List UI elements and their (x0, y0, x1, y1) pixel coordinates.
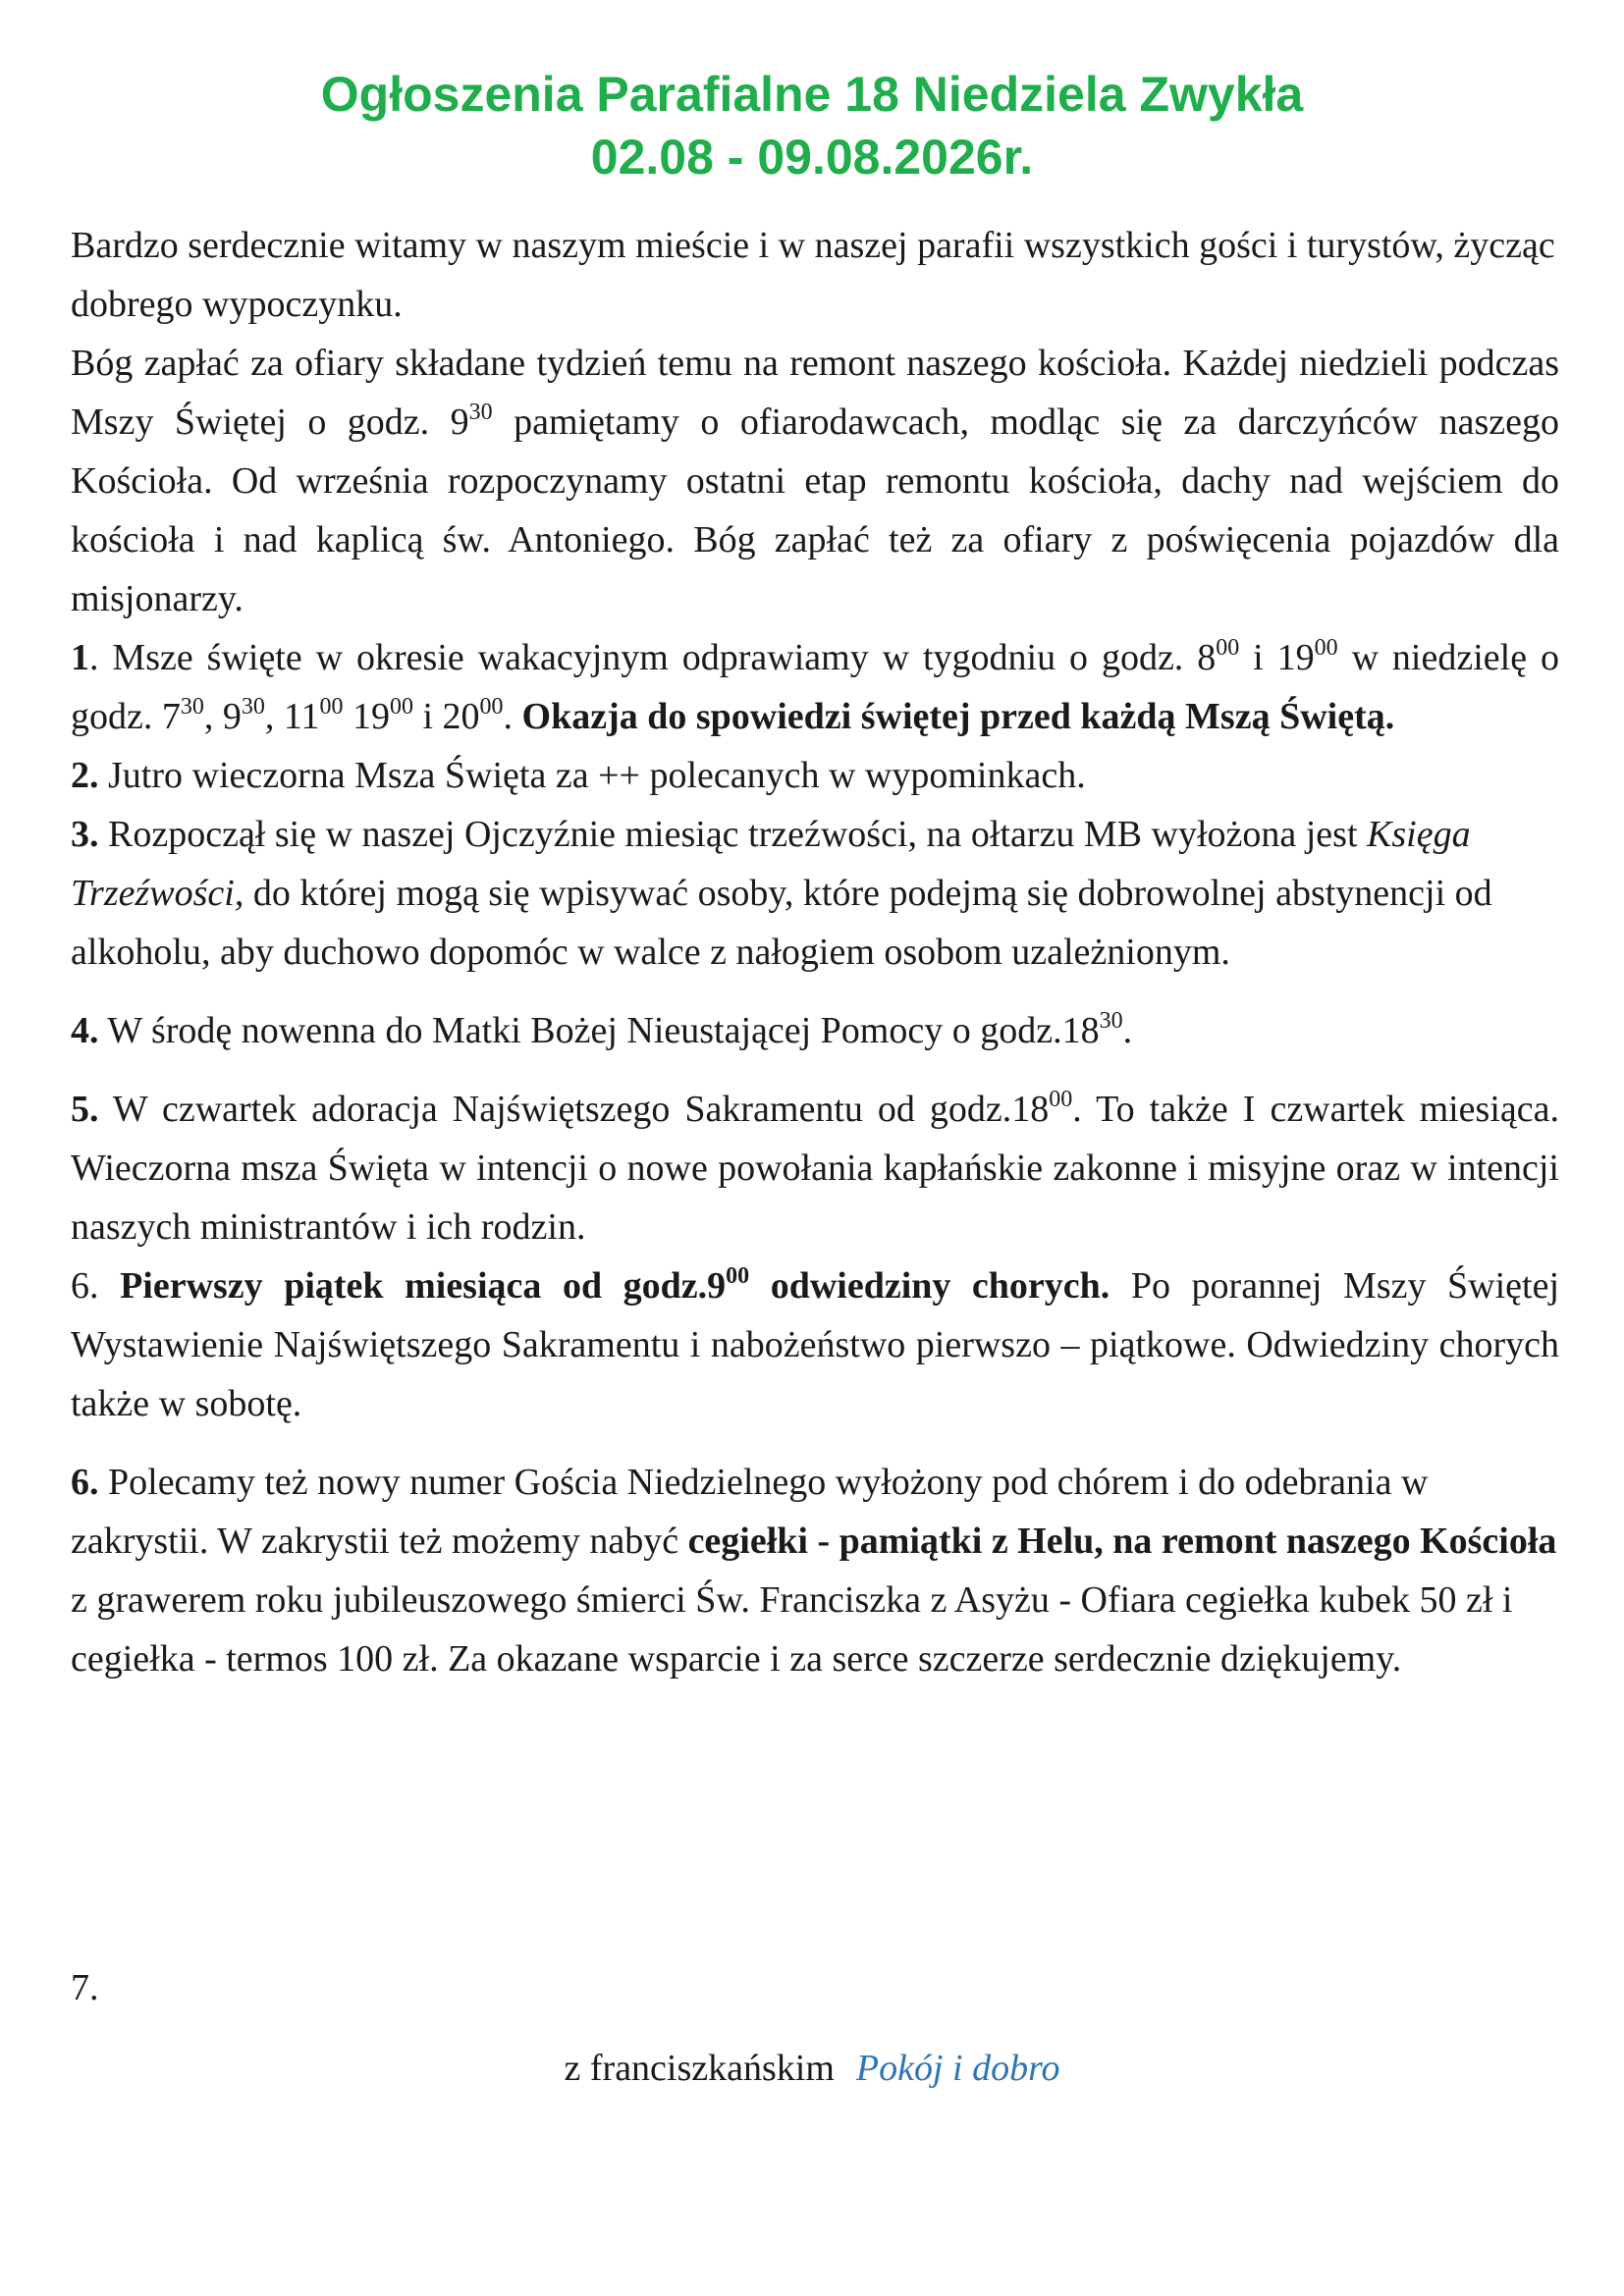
item-text: W czwartek adoracja Najświętszego Sakramentu od godz.18 (98, 1089, 1050, 1130)
item-text: Polecamy też nowy numer Gościa Niedzielnego wyłożony pod chórem i do odebrania w zakrystii. W zakrystii też możemy nabyć (71, 1462, 1429, 1562)
time-superscript: 00 (1314, 635, 1338, 661)
first-friday-heading: Pierwszy piątek miesiąca od godz.9 (120, 1265, 727, 1307)
thanks-text-a: Bóg zapłać za ofiary składane tydzień temu na remont naszego kościoła. Każdej niedzieli podczas Mszy Świętej o godz. 9 (71, 343, 1559, 443)
souvenir-bricks-note: cegiełki - pamiątki z Helu, na remont naszego Kościoła (687, 1521, 1557, 1562)
welcome-paragraph (71, 216, 1559, 334)
time-superscript: 00 (319, 694, 344, 720)
announcement-item-7 (71, 1958, 99, 2017)
pax-et-bonum: Pokój i dobro (855, 2048, 1060, 2089)
announcement-item-6-newspaper (71, 1453, 1559, 1688)
item-number: 6. (71, 1265, 121, 1307)
item-number: 7. (71, 1967, 99, 2008)
time-superscript: 30 (1099, 1008, 1123, 1034)
item-text: Rozpoczął się w naszej Ojczyźnie miesiąc trzeźwości, na ołtarzu MB wyłożona jest (98, 814, 1368, 855)
book-title: Księga Trzeźwości, (71, 814, 1471, 914)
time-superscript: 00 (479, 694, 504, 720)
thanks-text-b: pamiętamy o ofiarodawcach, modląc się za darczyńców naszego Kościoła. Od września rozpoczynamy ostatni etap remontu kościoła, dachy nad wejściem do kościoła i nad kaplicą św. Antoniego. Bóg zapłać też za ofiary z poświęcenia pojazdów dla misjonarzy. (71, 401, 1559, 619)
item-text: . Msze święte w okresie wakacyjnym odprawiamy w tygodniu o godz. 8 (89, 637, 1217, 678)
item-text: Po porannej Mszy Świętej Wystawienie Najświętszego Sakramentu i nabożeństwo pierwszo – piątkowe. Odwiedziny chorych także w sobotę. (71, 1265, 1560, 1424)
item-number: 6. (71, 1462, 99, 1503)
item-text: z grawerem roku jubileuszowego śmierci Św. Franciszka z Asyżu - Ofiara cegiełka kubek 50 zł i cegiełka - termos 100 zł. Za okazane wsparcie i za serce szczerze serdecznie dziękujemy. (71, 1579, 1513, 1680)
item-text: i 19 (1239, 637, 1315, 678)
announcement-item-2 (71, 746, 1559, 805)
time-superscript: 30 (241, 694, 265, 720)
closing-text: z franciszkańskim (564, 2048, 835, 2089)
time-superscript: 00 (1049, 1087, 1073, 1112)
item-number: 2. (71, 755, 99, 796)
announcement-item-1 (71, 628, 1559, 746)
item-text: do której mogą się wpisywać osoby, które podejmą się dobrowolnej abstynencji od alkoholu, aby duchowo dopomóc w walce z nałogiem osobom uzależnionym. (71, 873, 1492, 973)
item-number: 1 (71, 637, 89, 678)
item-text: 19 (343, 696, 390, 737)
item-text: . To także I czwartek miesiąca. Wieczorna msza Święta w intencji o nowe powołania kapłańskie zakonne i misyjne oraz w intencji naszych ministrantów i ich rodzin. (71, 1089, 1559, 1248)
thanks-paragraph (71, 334, 1559, 628)
item-text: . (503, 696, 522, 737)
visits-heading: odwiedziny chorych. (749, 1265, 1110, 1307)
time-superscript: 30 (180, 694, 204, 720)
item-text: , 9 (203, 696, 242, 737)
time-superscript: 00 (1216, 635, 1240, 661)
announcement-item-6-first-friday (71, 1256, 1559, 1433)
time-superscript: 00 (389, 694, 413, 720)
item-text: , 11 (264, 696, 320, 737)
title-line-1: Ogłoszenia Parafialne 18 Niedziela Zwykła (320, 67, 1304, 122)
welcome-text: Bardzo serdecznie witamy w naszym mieście i w naszej parafii wszystkich gości i turystów, życząc dobrego wypoczynku. (71, 225, 1555, 325)
closing-greeting (0, 2039, 1624, 2098)
time-superscript: 00 (726, 1263, 750, 1289)
announcement-item-3 (71, 805, 1559, 982)
confession-note: Okazja do spowiedzi świętej przed każdą Mszą Świętą. (521, 696, 1395, 737)
page-title (0, 63, 1624, 188)
item-number: 4. (71, 1010, 99, 1051)
announcement-item-4 (71, 1001, 1559, 1060)
item-number: 5. (71, 1089, 99, 1130)
item-text: . (1122, 1010, 1133, 1051)
title-line-2: 02.08 - 09.08.2026r. (590, 130, 1034, 185)
announcement-item-5 (71, 1080, 1559, 1256)
item-text: w niedzielę o godz. 7 (71, 637, 1559, 737)
announcement-body (71, 216, 1559, 1688)
item-text: W środę nowenna do Matki Bożej Nieustającej Pomocy o godz.18 (98, 1010, 1100, 1051)
item-number: 3. (71, 814, 99, 855)
item-text: i 20 (412, 696, 480, 737)
item-text: Jutro wieczorna Msza Święta za ++ polecanych w wypominkach. (98, 755, 1086, 796)
time-superscript: 30 (468, 400, 493, 425)
